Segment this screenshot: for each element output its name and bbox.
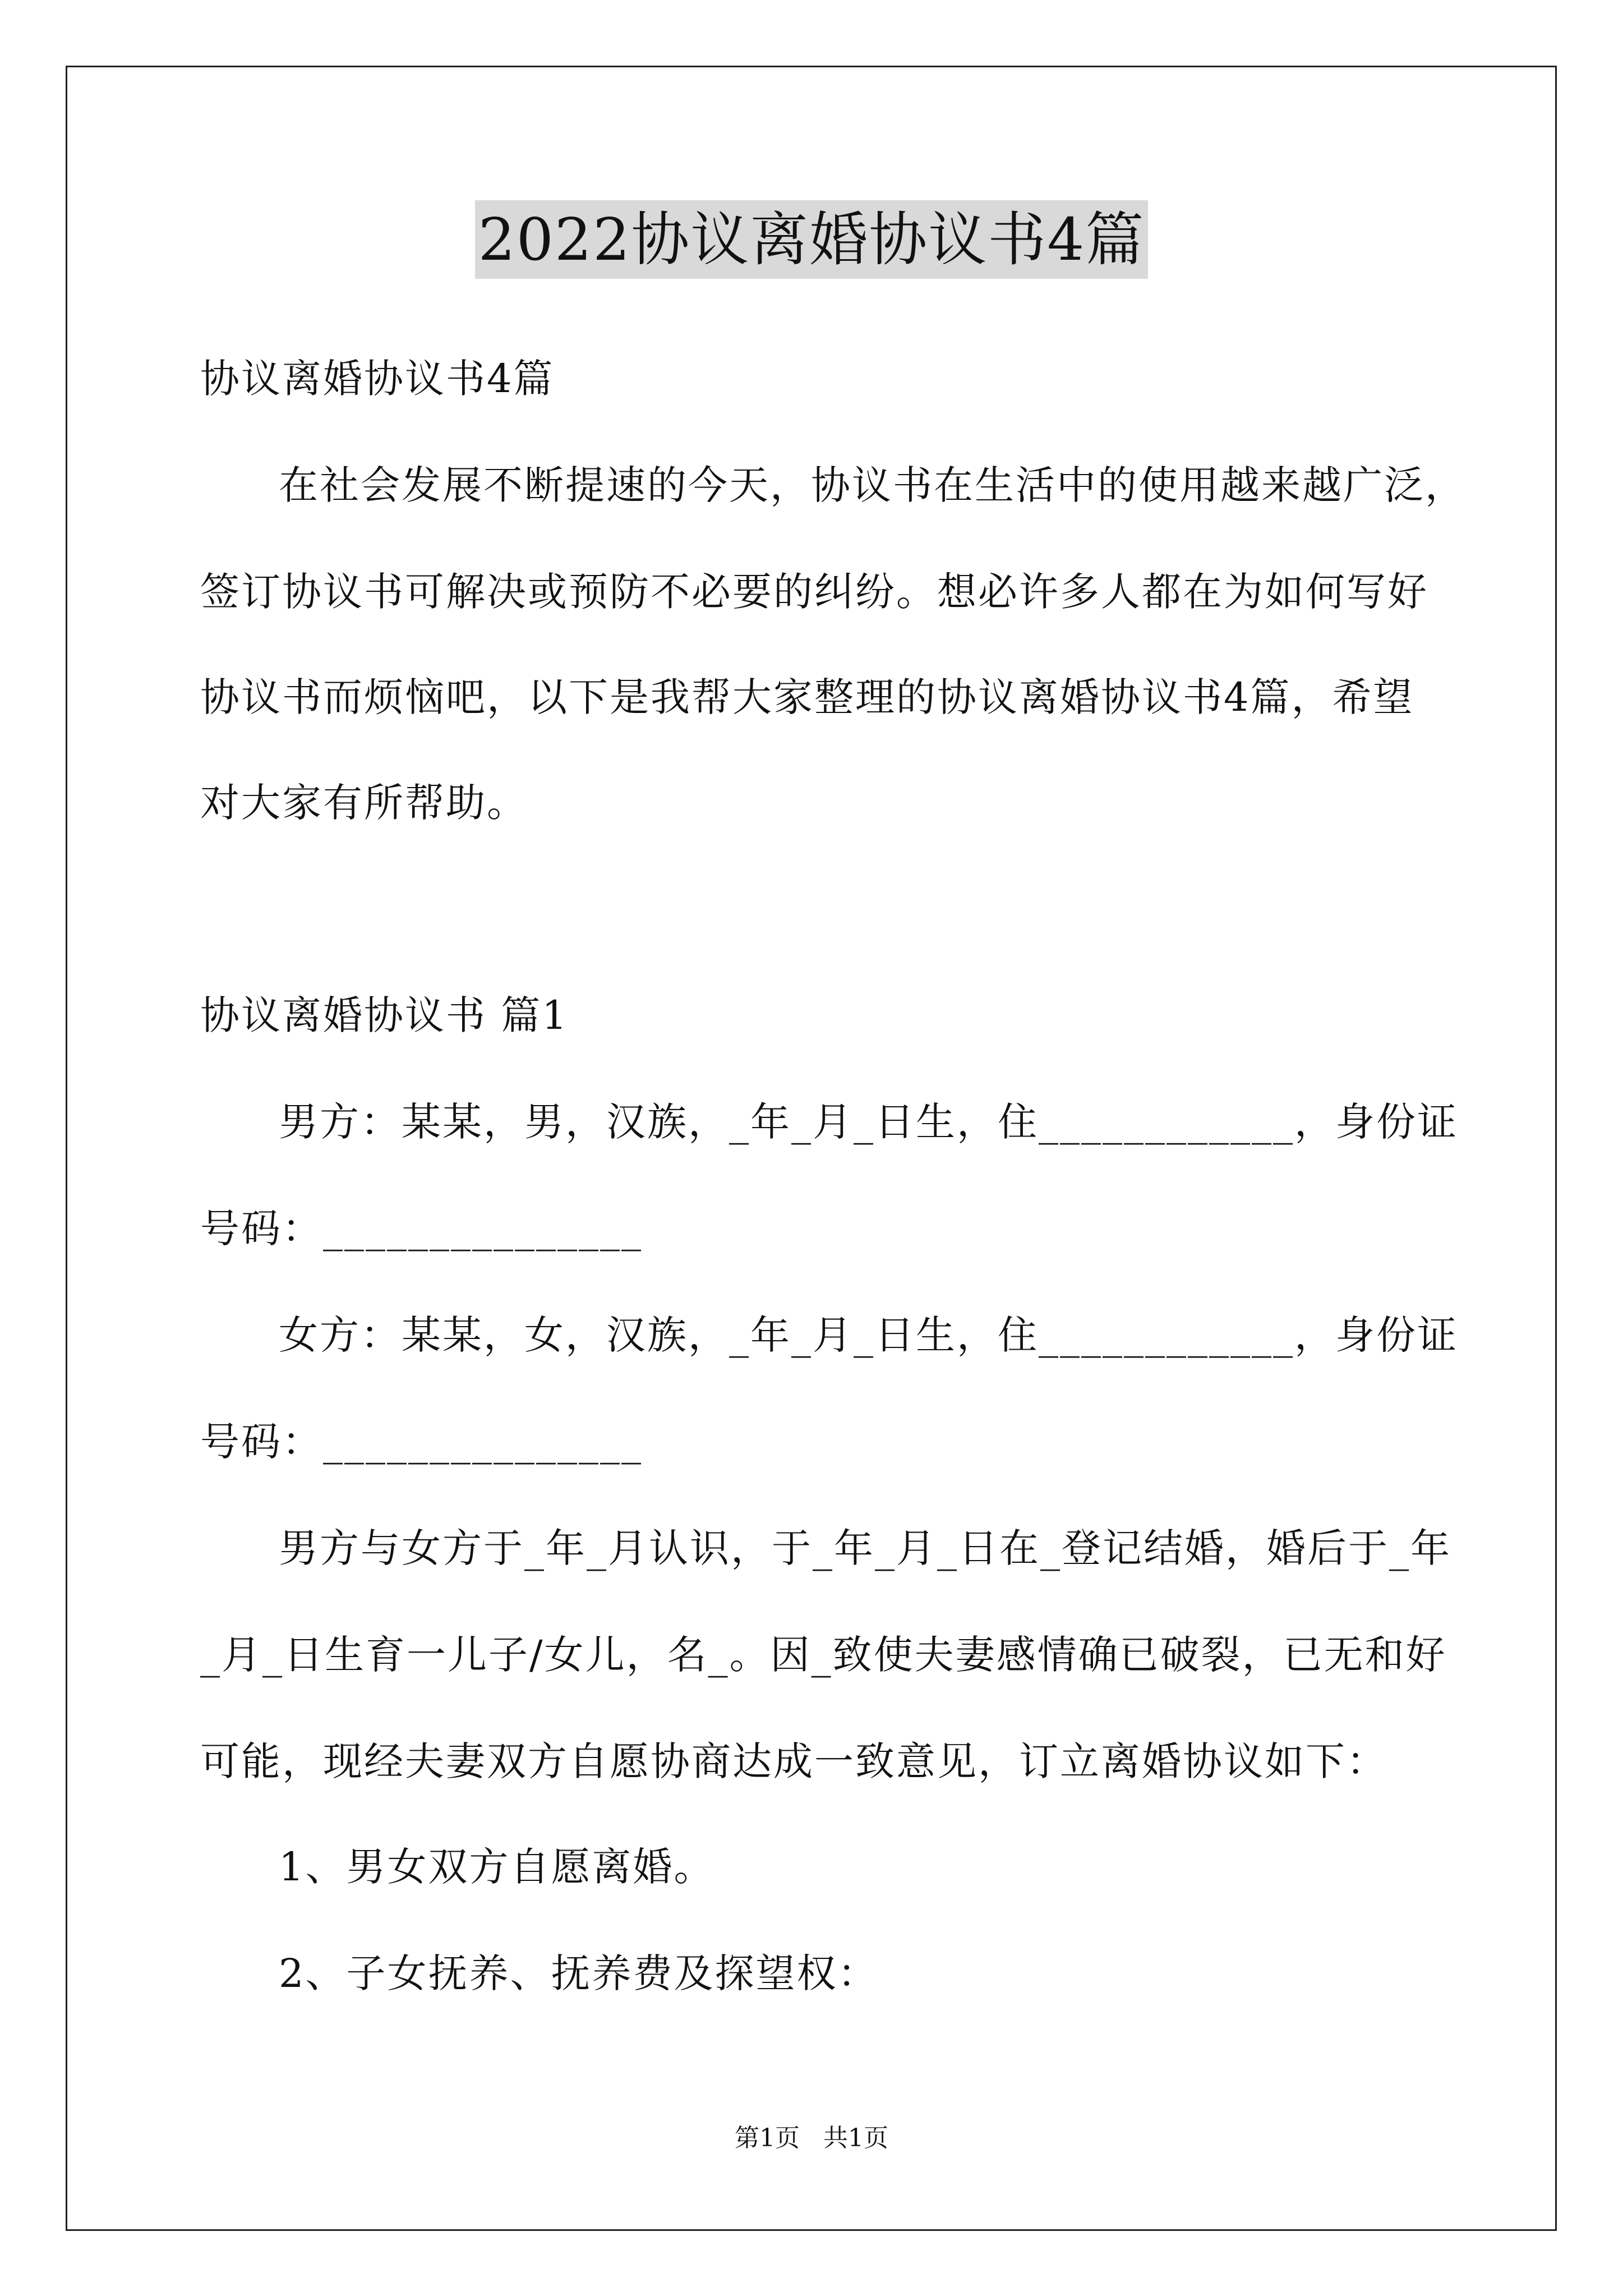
body-line-1: 男方与女方于_年_月认识，于_年_月_日在_登记结婚，婚后于_年 bbox=[279, 1525, 1451, 1571]
body-line-3: 可能，现经夫妻双方自愿协商达成一致意见，订立离婚协议如下： bbox=[200, 1738, 1387, 1784]
page-total: 共1页 bbox=[823, 2124, 888, 2152]
document-subtitle: 协议离婚协议书4篇 bbox=[200, 356, 555, 402]
page-number: 第1页 bbox=[735, 2124, 800, 2152]
female-party-line: 女方：某某，女，汉族，_年_月_日生，住____________，身份证 bbox=[279, 1312, 1458, 1358]
intro-line-1: 在社会发展不断提速的今天，协议书在生活中的使用越来越广泛， bbox=[279, 462, 1466, 508]
intro-line-4: 对大家有所帮助。 bbox=[200, 780, 528, 826]
title-wrap bbox=[0, 200, 1623, 279]
male-id-line: 号码：_______________ bbox=[200, 1205, 643, 1251]
clause-1: 1、男女双方自愿离婚。 bbox=[279, 1844, 715, 1890]
body-line-2: _月_日生育一儿子/女儿，名_。因_致使夫妻感情确已破裂，已无和好 bbox=[200, 1632, 1447, 1678]
document-title: 2022协议离婚协议书4篇 bbox=[475, 200, 1149, 279]
intro-line-2: 签订协议书可解决或预防不必要的纠纷。想必许多人都在为如何写好 bbox=[200, 569, 1428, 615]
clause-2: 2、子女抚养、抚养费及探望权： bbox=[279, 1950, 879, 1996]
page-footer bbox=[0, 2122, 1623, 2155]
male-party-line: 男方：某某，男，汉族，_年_月_日生，住____________，身份证 bbox=[279, 1099, 1458, 1145]
section-heading: 协议离婚协议书 篇1 bbox=[200, 992, 569, 1038]
female-id-line: 号码：_______________ bbox=[200, 1419, 643, 1465]
intro-line-3: 协议书而烦恼吧，以下是我帮大家整理的协议离婚协议书4篇，希望 bbox=[200, 674, 1414, 720]
